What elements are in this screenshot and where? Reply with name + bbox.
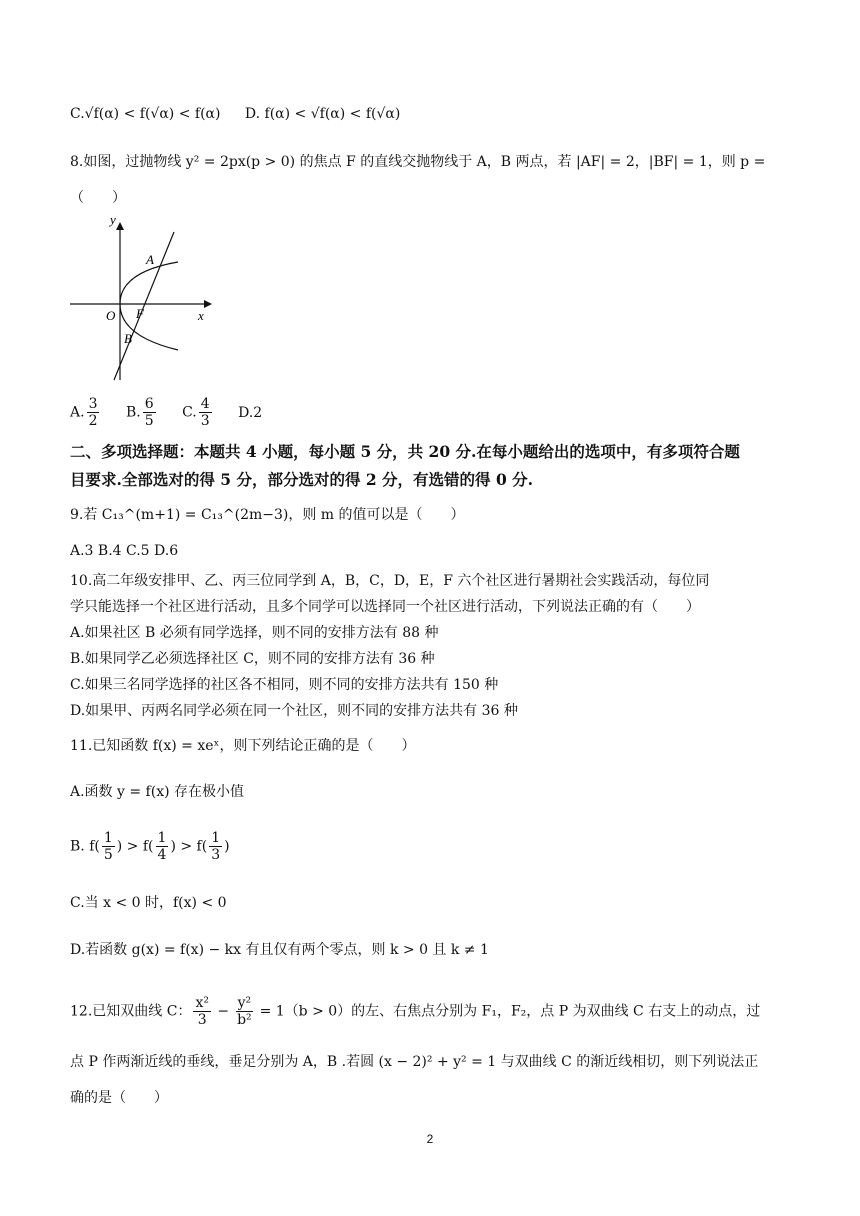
q11-option-d: D.若函数 g(x) = f(x) − kx 有且仅有两个零点，则 k > 0 且 k ≠ 1 <box>70 942 489 958</box>
q11-stem: 11.已知函数 f(x) = xeˣ，则下列结论正确的是（ ） <box>70 738 416 754</box>
q11-option-c: C.当 x < 0 时，f(x) < 0 <box>70 895 227 911</box>
q10-stem-line2: 学只能选择一个社区进行活动，且多个同学可以选择同一个社区进行活动，下列说法正确的有（ ） <box>70 599 700 615</box>
focal-chord-line <box>114 232 174 380</box>
q8-stem: 8.如图，过抛物线 y² = 2px(p > 0) 的焦点 F 的直线交抛物线于 A，B 两点，若 |AF| = 2，|BF| = 1，则 p = <box>70 154 766 170</box>
q8-options-row <box>70 396 282 432</box>
q9-stem: 9.若 C₁₃^(m+1) = C₁₃^(2m−3)，则 m 的值可以是（ ） <box>70 507 465 523</box>
q12-stem-line3: 确的是（ ） <box>70 1090 168 1106</box>
x-axis-arrow <box>204 300 212 308</box>
q7-options-row <box>70 104 420 124</box>
point-b-label: B <box>124 331 132 346</box>
q8-option-c: C. $\frac{4}{3}$ <box>182 396 210 429</box>
q8-option-a: A. $\frac{3}{2}$ <box>70 396 98 429</box>
focus-label: F <box>136 306 144 321</box>
q7-option-d: D. f(α) < √f(α) < f(√α) <box>244 106 401 122</box>
x-axis-label: x <box>198 308 204 323</box>
q9-options: A.3 B.4 C.5 D.6 <box>70 543 179 559</box>
q11-option-a: A.函数 y = f(x) 存在极小值 <box>70 784 245 800</box>
q8-parabola-figure <box>66 212 216 387</box>
q12-stem-line1: 12.已知双曲线 C： $\frac{\text{x²}}{3}$ − $\frac{\text{y²}}{\text{b²}}$ = 1（b > 0）的左、右焦点分别为 F₁，F₂，点 P 为双曲线 C 右支上的动点，过 <box>70 995 761 1028</box>
q10-option-a: A.如果社区 B 必须有同学选择，则不同的安排方法有 88 种 <box>70 625 439 641</box>
q11-option-b: B. f( $\frac{1}{5}$ ) > f( $\frac{1}{4}$ ) > f( $\frac{1}{3}$ ) <box>70 830 230 863</box>
y-axis-label: y <box>110 212 116 227</box>
q10-option-b: B.如果同学乙必须选择社区 C，则不同的安排方法有 36 种 <box>70 651 435 667</box>
section2-heading-line1: 二、多项选择题：本题共 4 小题，每小题 5 分，共 20 分.在每小题给出的选项中，有多项符合题 <box>70 442 740 461</box>
y-axis-arrow <box>116 222 124 230</box>
q10-option-c: C.如果三名同学选择的社区各不相同，则不同的安排方法共有 150 种 <box>70 677 499 693</box>
page-number: 2 <box>426 1132 434 1146</box>
q8-paren: （ ） <box>70 190 126 206</box>
section2-heading-line2: 目要求.全部选对的得 5 分，部分选对的得 2 分，有选错的得 0 分. <box>70 470 534 489</box>
q8-option-d: D.2 <box>238 404 263 421</box>
q7-option-c: C.√f(α) < f(√α) < f(α) <box>70 106 221 122</box>
q10-stem-line1: 10.高二年级安排甲、乙、丙三位同学到 A，B，C，D，E，F 六个社区进行暑期社会实践活动，每位同 <box>70 573 710 589</box>
point-a-label: A <box>146 252 154 267</box>
origin-label: O <box>106 308 116 323</box>
parabola-diagram <box>66 212 216 387</box>
q10-option-d: D.如果甲、丙两名同学必须在同一个社区，则不同的安排方法共有 36 种 <box>70 703 518 719</box>
q8-option-b: B. $\frac{6}{5}$ <box>125 396 154 429</box>
q12-stem-line2: 点 P 作两渐近线的垂线，垂足分别为 A，B .若圆 (x − 2)² + y² = 1 与双曲线 C 的渐近线相切，则下列说法正 <box>70 1054 759 1070</box>
